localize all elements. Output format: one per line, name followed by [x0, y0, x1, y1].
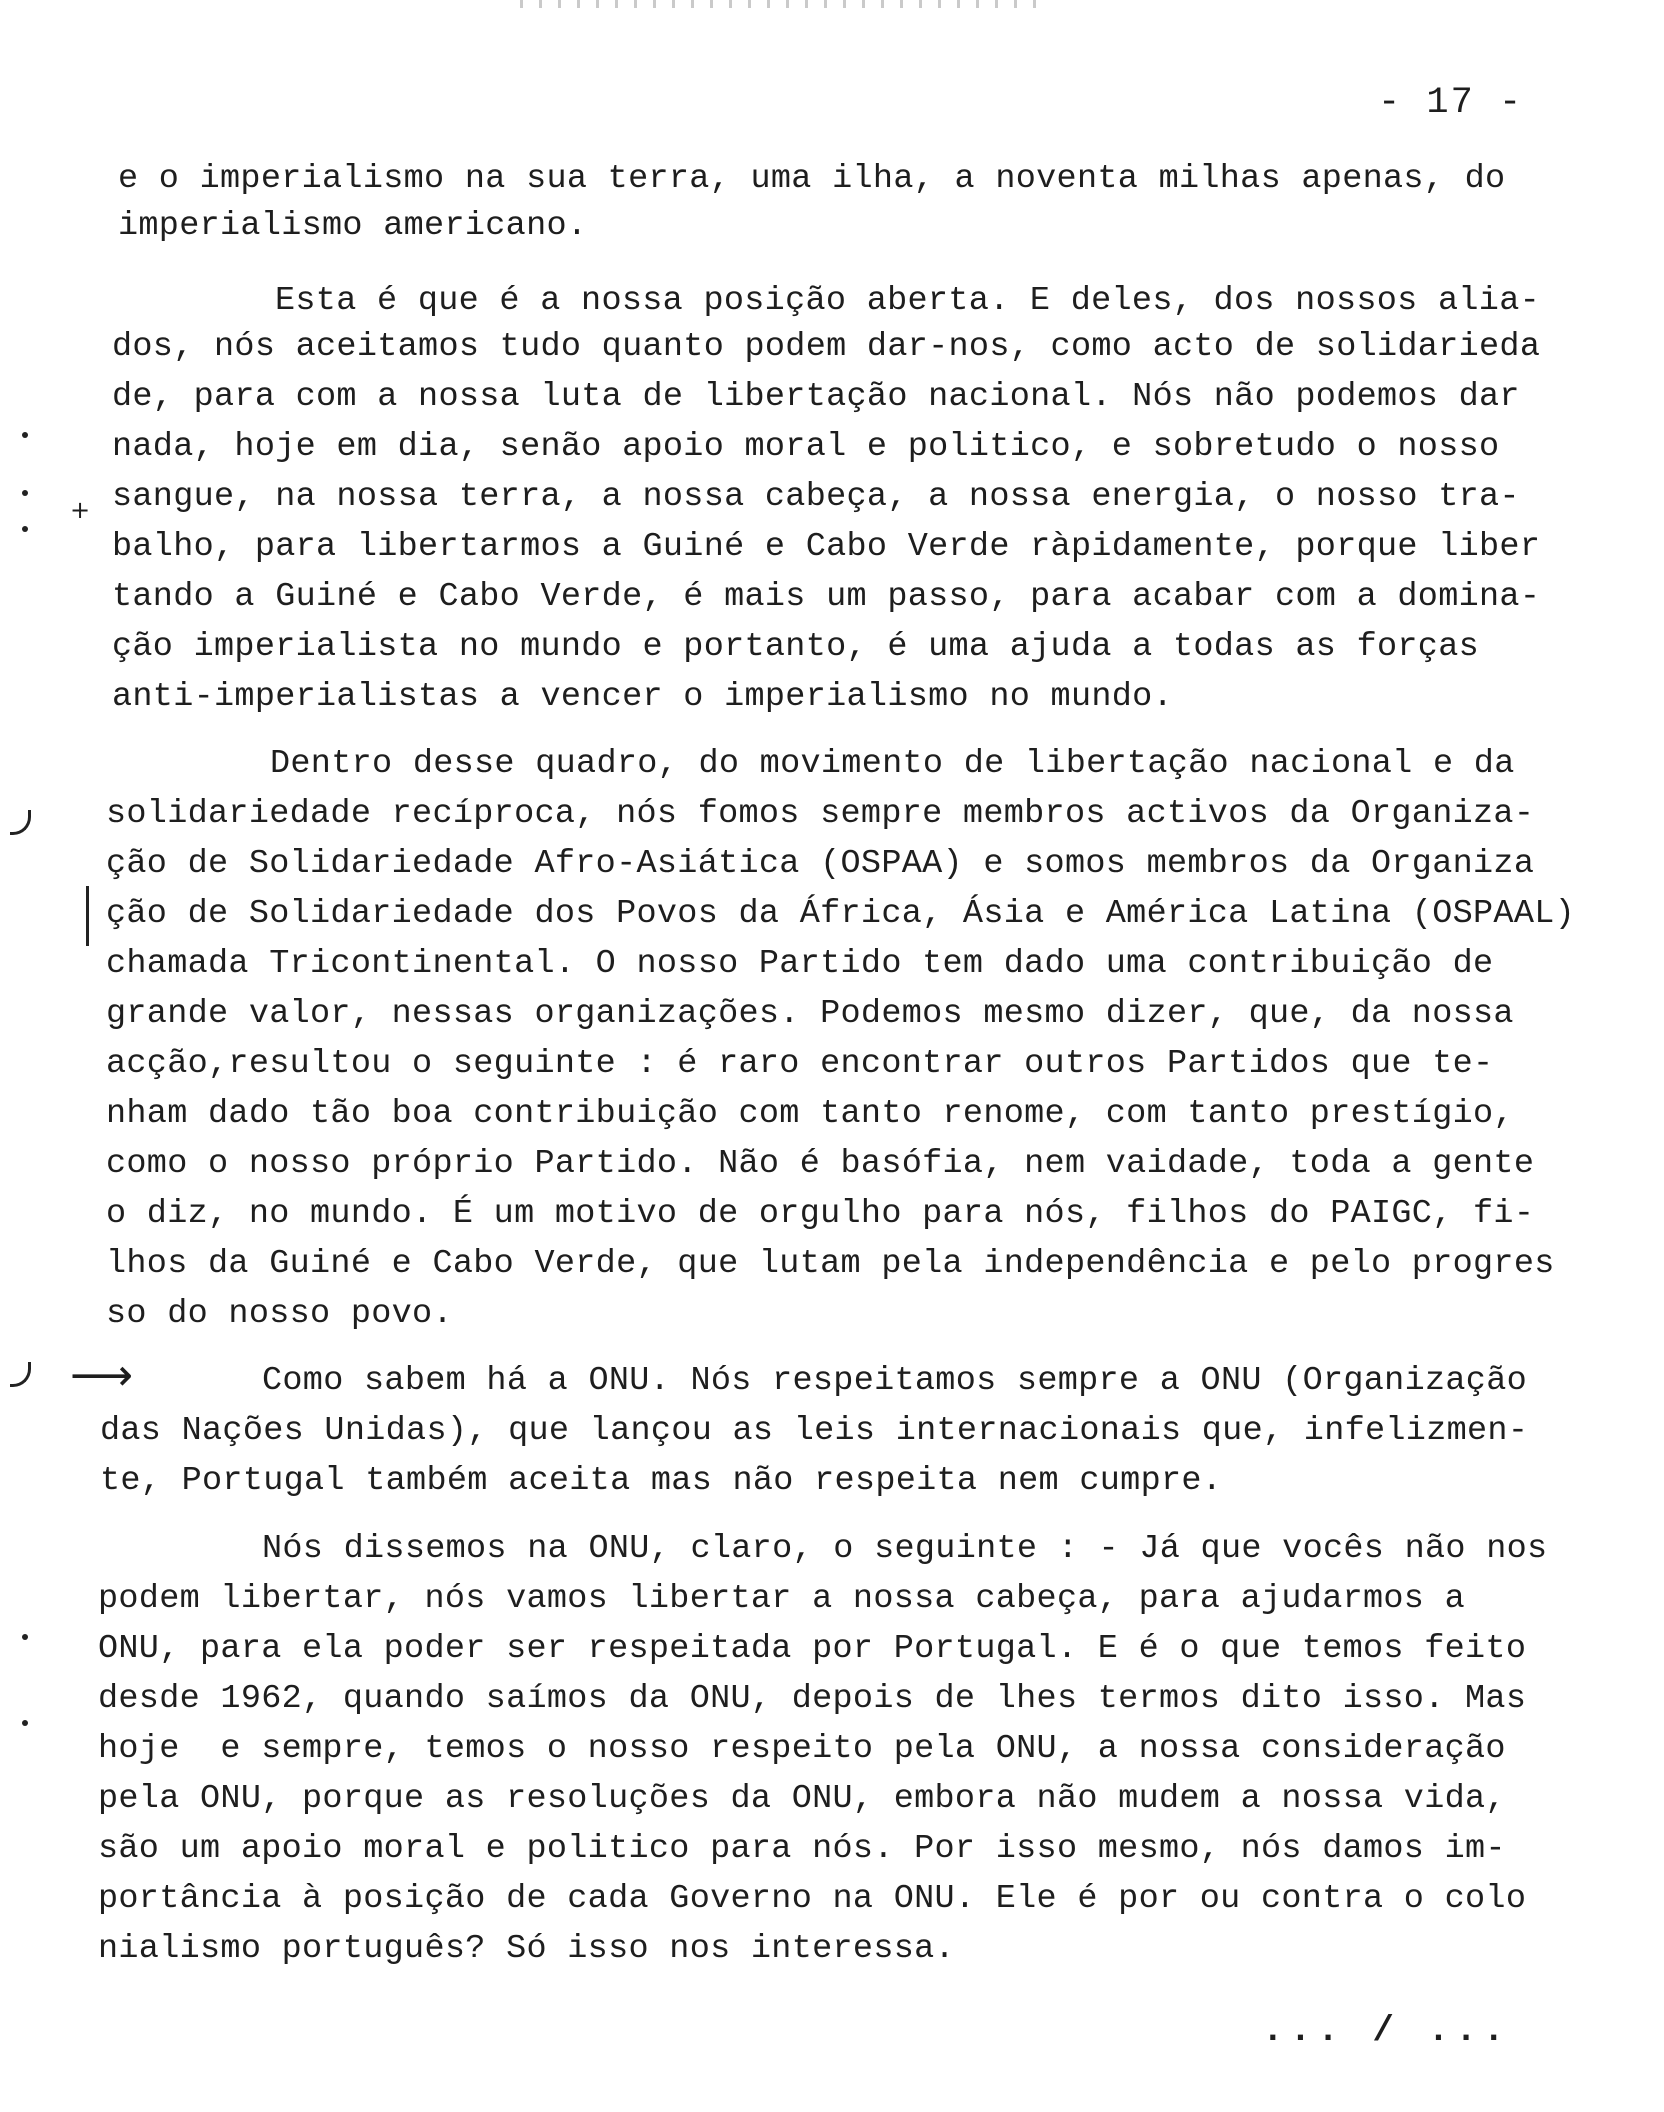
- margin-bracket: [10, 1362, 31, 1387]
- margin-arrow-icon: ⟶: [70, 1350, 134, 1401]
- text-line: lhos da Guiné e Cabo Verde, que lutam pela independência e pelo progres: [106, 1245, 1555, 1283]
- text-line: e o imperialismo na sua terra, uma ilha, a noventa milhas apenas, do: [118, 160, 1506, 198]
- margin-dot: [22, 1720, 28, 1726]
- text-line: hoje e sempre, temos o nosso respeito pela ONU, a nossa consideração: [98, 1730, 1506, 1768]
- text-line: balho, para libertarmos a Guiné e Cabo Verde ràpidamente, porque liber: [112, 528, 1541, 566]
- text-line: sangue, na nossa terra, a nossa cabeça, a nossa energia, o nosso tra-: [112, 478, 1520, 516]
- text-line: ção de Solidariedade Afro-Asiática (OSPAA) e somos membros da Organiza: [106, 845, 1535, 883]
- text-line: pela ONU, porque as resoluções da ONU, embora não mudem a nossa vida,: [98, 1780, 1506, 1818]
- text-line: imperialismo americano.: [118, 207, 588, 245]
- text-line: o diz, no mundo. É um motivo de orgulho para nós, filhos do PAIGC, fi-: [106, 1195, 1535, 1233]
- text-line: podem libertar, nós vamos libertar a nossa cabeça, para ajudarmos a: [98, 1580, 1466, 1618]
- text-line: chamada Tricontinental. O nosso Partido tem dado uma contribuição de: [106, 945, 1494, 983]
- text-line: anti-imperialistas a vencer o imperialismo no mundo.: [112, 678, 1173, 716]
- margin-dot: [22, 490, 28, 496]
- text-line: das Nações Unidas), que lançou as leis internacionais que, infelizmen-: [100, 1412, 1529, 1450]
- text-line: ção imperialista no mundo e portanto, é uma ajuda a todas as forças: [112, 628, 1480, 666]
- margin-dot: [22, 432, 28, 438]
- text-line: nialismo português? Só isso nos interessa.: [98, 1930, 955, 1968]
- text-line: tando a Guiné e Cabo Verde, é mais um passo, para acabar com a domina-: [112, 578, 1541, 616]
- text-line: solidariedade recíproca, nós fomos sempre membros activos da Organiza-: [106, 795, 1535, 833]
- continuation-marker: ... / ...: [1262, 2010, 1511, 2051]
- text-line: nham dado tão boa contribuição com tanto renome, com tanto prestígio,: [106, 1095, 1514, 1133]
- text-line: grande valor, nessas organizações. Podemos mesmo dizer, que, da nossa: [106, 995, 1514, 1033]
- text-line: ONU, para ela poder ser respeitada por Portugal. E é o que temos feito: [98, 1630, 1527, 1668]
- page-number: - 17 -: [1378, 82, 1524, 124]
- text-line: so do nosso povo.: [106, 1295, 453, 1333]
- text-line: ção de Solidariedade dos Povos da África, Ásia e América Latina (OSPAAL): [106, 895, 1576, 933]
- text-line: como o nosso próprio Partido. Não é basófia, nem vaidade, toda a gente: [106, 1145, 1535, 1183]
- margin-dot: [22, 1634, 28, 1640]
- text-line: Dentro desse quadro, do movimento de libertação nacional e da: [270, 745, 1515, 783]
- text-line: nada, hoje em dia, senão apoio moral e politico, e sobretudo o nosso: [112, 428, 1500, 466]
- text-line: portância à posição de cada Governo na ONU. Ele é por ou contra o colo: [98, 1880, 1527, 1918]
- text-line: Esta é que é a nossa posição aberta. E deles, dos nossos alia-: [275, 282, 1541, 320]
- margin-plus-mark: +: [70, 496, 91, 524]
- margin-vertical-bar: [86, 886, 89, 946]
- text-line: Como sabem há a ONU. Nós respeitamos sempre a ONU (Organização: [262, 1362, 1528, 1400]
- text-line: te, Portugal também aceita mas não respeita nem cumpre.: [100, 1462, 1223, 1500]
- margin-bracket: [10, 810, 31, 835]
- text-line: Nós dissemos na ONU, claro, o seguinte : - Já que vocês não nos: [262, 1530, 1548, 1568]
- scan-artifact: [520, 0, 1040, 8]
- text-line: acção,resultou o seguinte : é raro encontrar outros Partidos que te-: [106, 1045, 1494, 1083]
- text-line: desde 1962, quando saímos da ONU, depois de lhes termos dito isso. Mas: [98, 1680, 1527, 1718]
- margin-dot: [22, 526, 28, 532]
- text-line: de, para com a nossa luta de libertação nacional. Nós não podemos dar: [112, 378, 1520, 416]
- text-line: dos, nós aceitamos tudo quanto podem dar-nos, como acto de solidarieda: [112, 328, 1541, 366]
- text-line: são um apoio moral e politico para nós. Por isso mesmo, nós damos im-: [98, 1830, 1506, 1868]
